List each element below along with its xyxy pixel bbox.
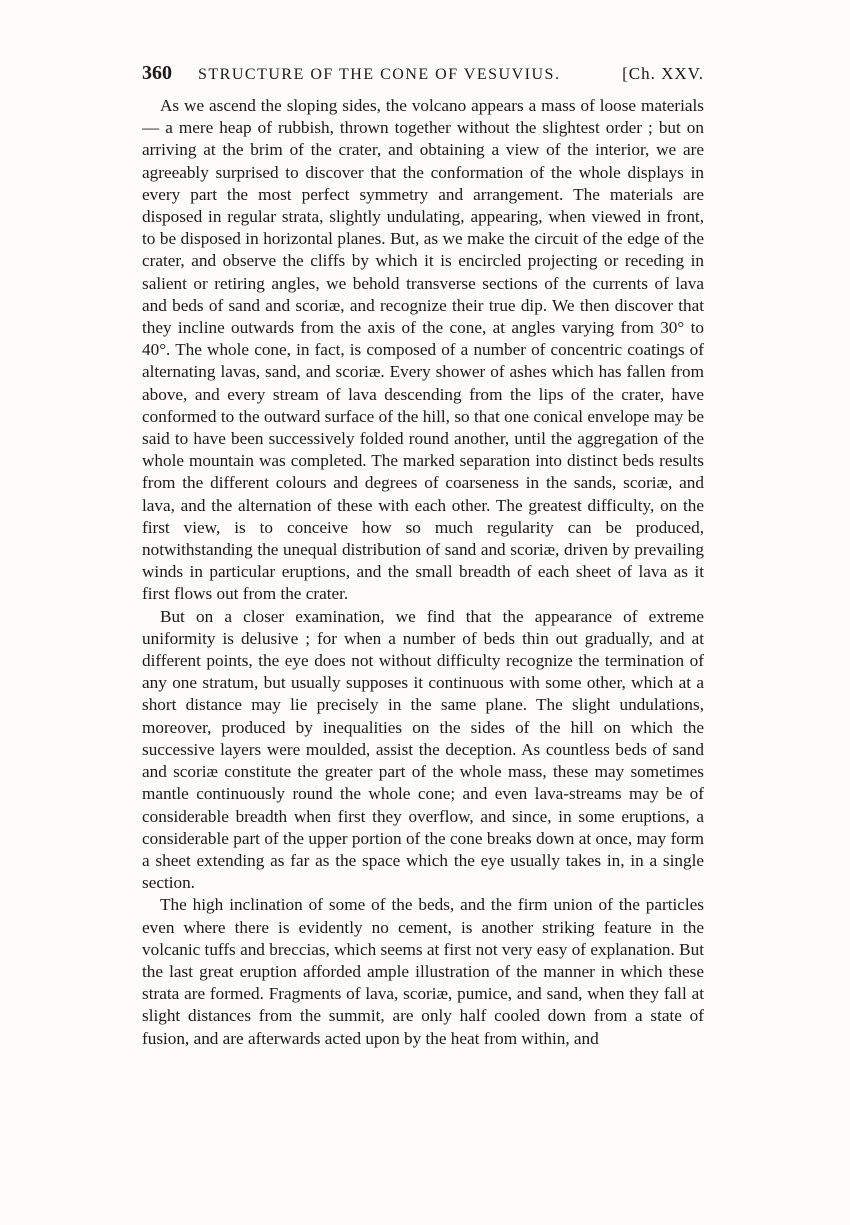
body-text [142,95,704,1050]
running-title: STRUCTURE OF THE CONE OF VESUVIUS. [198,66,561,83]
book-page [142,62,704,1050]
chapter-reference: [Ch. XXV. [622,64,704,83]
page-number: 360 [142,62,172,84]
running-head [142,62,704,85]
paragraph: As we ascend the sloping sides, the volcano appears a mass of loose materials — a mere heap of rubbish, thrown together without the slightest order ; but on arriving at the brim of the crater, and obtaining a view of the interior, we are agreeably surprised to discover that the conformation of the whole displays in every part the most perfect symmetry and arrangement. The materials are disposed in regular strata, slightly undulating, appearing, when viewed in front, to be disposed in horizontal planes. But, as we make the circuit of the edge of the crater, and observe the cliffs by which it is encircled projecting or receding in salient or retiring angles, we behold transverse sections of the currents of lava and beds of sand and scoriæ, and recognize their true dip. We then discover that they incline outwards from the axis of the cone, at angles varying from 30° to 40°. The whole cone, in fact, is composed of a number of concentric coatings of alternating lavas, sand, and scoriæ. Every shower of ashes which has fallen from above, and every stream of lava descending from the lips of the crater, have conformed to the outward surface of the hill, so that one conical envelope may be said to have been successively folded round another, until the aggregation of the whole mountain was completed. The marked separation into distinct beds results from the different colours and degrees of coarseness in the sands, scoriæ, and lava, and the alternation of these with each other. The greatest difficulty, on the first view, is to conceive how so much regularity can be produced, notwithstanding the unequal distribution of sand and scoriæ, driven by prevailing winds in particular eruptions, and the small breadth of each sheet of lava as it first flows out from the crater. [142,96,704,604]
paragraph: The high inclination of some of the beds, and the firm union of the particles even where there is evidently no cement, is another striking feature in the volcanic tuffs and breccias, which seems at first not very easy of explanation. But the last great eruption afforded ample illustration of the manner in which these strata are formed. Fragments of lava, scoriæ, pumice, and sand, when they fall at slight distances from the summit, are only half cooled down from a state of fusion, and are afterwards acted upon by the heat from within, and [142,895,704,1048]
paragraph: But on a closer examination, we find that the appearance of extreme uniformity is delusive ; for when a number of beds thin out gradually, and at different points, the eye does not without difficulty recognize the termination of any one stratum, but usually supposes it continuous with some other, which at a short distance may lie precisely in the same plane. The slight undulations, moreover, produced by inequalities on the sides of the hill on which the successive layers were moulded, assist the deception. As countless beds of sand and scoriæ constitute the greater part of the whole mass, these may sometimes mantle continuously round the whole cone; and even lava-streams may be of considerable breadth when first they overflow, and since, in some eruptions, a considerable part of the upper portion of the cone breaks down at once, may form a sheet extending as far as the space which the eye usually takes in, in a single section. [142,606,704,893]
